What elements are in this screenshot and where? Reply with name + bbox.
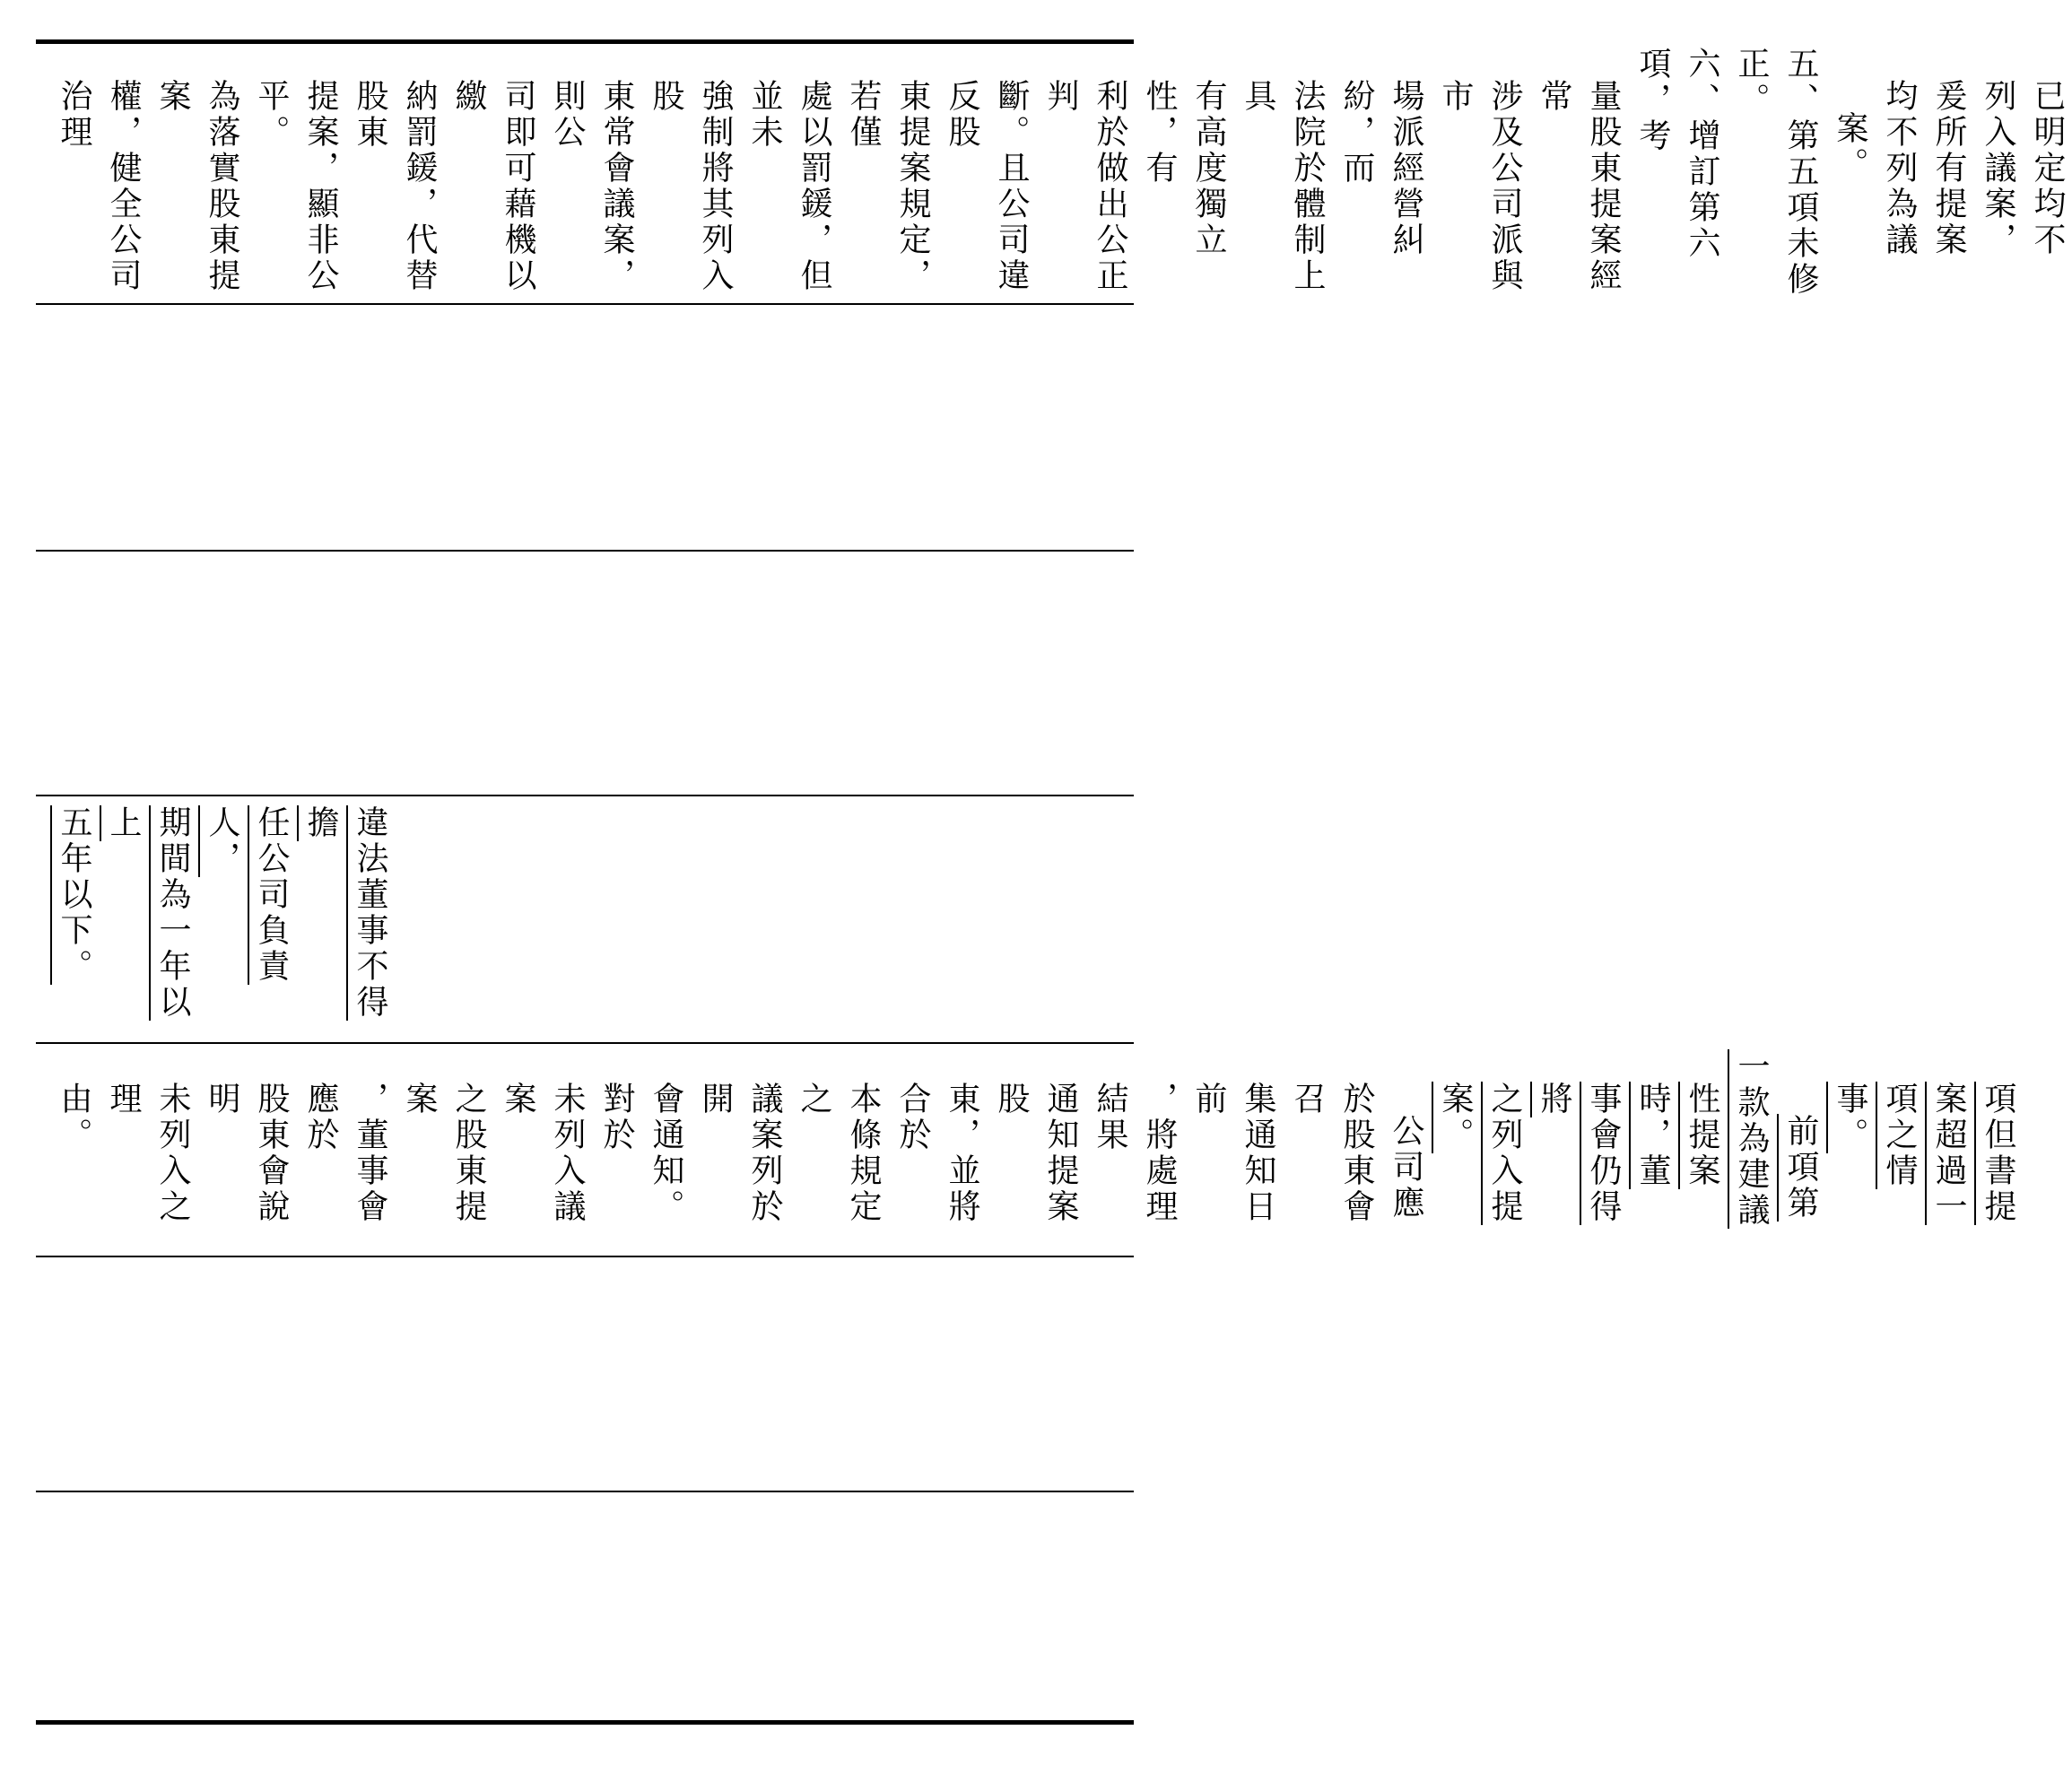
text-line: 於股東會召: [1289, 1082, 1375, 1225]
explanation-text: [49, 47, 2072, 301]
text-line: 之股東提案: [401, 1082, 487, 1225]
text-line: 公司應: [1388, 1114, 1424, 1222]
text-line: 東，並將合於: [894, 1082, 980, 1225]
text-line: 議案列於開: [697, 1082, 783, 1225]
text-line: 權，健全公司治理: [56, 79, 142, 294]
text-line: 斷。且公司違反股: [944, 79, 1030, 294]
text-line: 處以罰鍰，但並未: [746, 79, 832, 294]
table-row-divider: [36, 1491, 1134, 1492]
text-line: 列入議案，: [1980, 79, 2016, 258]
text-line: 一款為建議: [1733, 1049, 1770, 1229]
amended-provision-cell: [49, 1049, 2016, 1254]
text-line: 未列入議案: [500, 1082, 586, 1225]
text-line: 涉及公司派與市: [1437, 79, 1523, 294]
text-line: 納罰鍰，代替股東: [352, 79, 438, 294]
text-line: 司即可藉機以繳: [450, 79, 536, 294]
text-line: 六、增訂第六項，考: [1634, 47, 1720, 262]
amended-text-cell: [49, 805, 1121, 1040]
text-line: 集通知日前: [1190, 1082, 1276, 1225]
text-line: 項但書提: [1980, 1082, 2016, 1225]
text-line: 均不列為議: [1881, 79, 1918, 258]
table-row-divider: [36, 1256, 1134, 1257]
text-line: 項之情事。: [1832, 1082, 1918, 1189]
text-line: ，將處理結果: [1092, 1082, 1178, 1225]
empty-cell: [49, 1494, 1121, 1717]
table-row-divider: [36, 795, 1134, 796]
empty-cell: [49, 1259, 1121, 1488]
text-line: 東提案規定，若僅: [845, 79, 931, 294]
text-line: 有高度獨立性，有: [1141, 79, 1227, 258]
text-line: 性提案時，董: [1634, 1082, 1720, 1189]
text-line: 爰所有提案: [1930, 79, 1967, 258]
text-line: 東常會議案，則公: [549, 79, 635, 294]
empty-cell: [49, 307, 1121, 547]
empty-cell: [49, 553, 1121, 792]
text-line: 五年以下。: [56, 805, 92, 985]
text-line: 期間為一年以上: [105, 805, 191, 1021]
text-line: 案。: [1832, 111, 1868, 183]
explanation-cell: [49, 47, 2066, 301]
amended-provision-text: [49, 1049, 2023, 1254]
text-line: 通知提案股: [993, 1082, 1079, 1225]
text-line: 任公司負責人，: [204, 805, 290, 985]
text-line: 量股東提案經常: [1536, 79, 1622, 294]
text-line: 場派經營糾紛，而: [1338, 79, 1424, 258]
text-line: 違法董事不得擔: [302, 805, 388, 1021]
table-top-border: [36, 39, 1134, 44]
table-bottom-border: [36, 1720, 1134, 1725]
text-line: 法院於體制上具: [1240, 79, 1326, 294]
text-line: 本條規定之: [796, 1082, 882, 1225]
text-line: 會通知。對於: [598, 1082, 684, 1225]
text-line: 五、第五項未修正。: [1733, 47, 1819, 298]
amended-text: [49, 805, 395, 1040]
text-line: 股東會說明: [204, 1082, 290, 1225]
text-line: 利於做出公正判: [1042, 79, 1128, 294]
table-row-divider: [36, 1042, 1134, 1044]
text-line: 提案，顯非公平。: [253, 79, 339, 294]
text-line: 已明定均不: [2029, 79, 2066, 258]
text-line: 前項第: [1782, 1114, 1819, 1222]
table-row-divider: [36, 550, 1134, 552]
text-line: ，董事會應於: [302, 1082, 388, 1225]
text-line: 未列入之理: [105, 1082, 191, 1225]
text-line: 強制將其列入股: [648, 79, 734, 294]
text-line: 案超過一: [1930, 1082, 1967, 1225]
table-row-divider: [36, 303, 1134, 305]
text-line: 由。: [56, 1082, 92, 1153]
text-line: 事會仍得將: [1536, 1082, 1622, 1225]
text-line: 為落實股東提案: [154, 79, 240, 294]
text-line: 之列入提案。: [1437, 1082, 1523, 1225]
